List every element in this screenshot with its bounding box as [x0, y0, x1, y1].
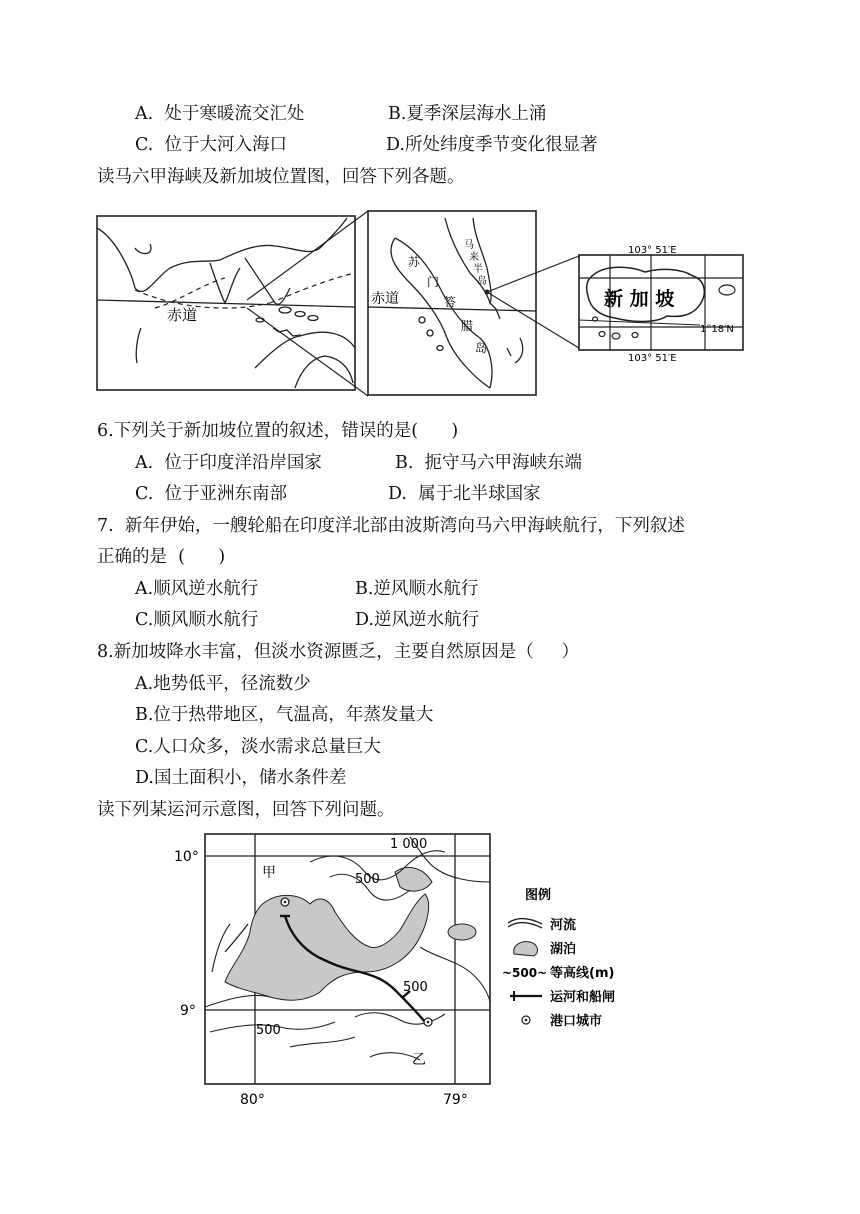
- q7-stem-line1: 7. 新年伊始，一艘轮船在印度洋北部由波斯湾向马六甲海峡航行，下列叙述: [97, 516, 685, 536]
- malay-char-3: 半: [473, 264, 483, 275]
- contour-label-500-east: 500: [403, 980, 428, 995]
- legend-canal-label: 运河和船闸: [550, 990, 616, 1005]
- q7-option-d: D.逆风逆水航行: [355, 610, 479, 630]
- legend-river-label: 河流: [550, 918, 577, 933]
- q8-option-c: C.人口众多，淡水需求总量巨大: [135, 737, 381, 757]
- q6-option-c: C. 位于亚洲东南部: [135, 484, 287, 504]
- lat-label-9: 9°: [180, 1003, 196, 1019]
- legend-title: 图例: [525, 888, 552, 903]
- label-yi: 乙: [412, 1052, 426, 1068]
- equator-label-left: 赤道: [167, 306, 198, 324]
- q5-option-b: B.夏季深层海水上涌: [388, 104, 547, 124]
- q8-stem: 8.新加坡降水丰富，但淡水资源匮乏，主要自然原因是（ ）: [97, 642, 580, 662]
- q5-option-c: C. 位于大河入海口: [135, 135, 287, 155]
- legend-river-icon: [508, 919, 542, 928]
- lon-label-bottom: 103° 51′E: [628, 353, 677, 364]
- q8-option-d: D.国土面积小，储水条件差: [135, 768, 347, 788]
- equator-label-mid: 赤道: [371, 291, 399, 307]
- intro-strait-map: 读马六甲海峡及新加坡位置图，回答下列各题。: [97, 167, 465, 187]
- lat-label-10: 10°: [174, 849, 199, 865]
- q6-option-b: B. 扼守马六甲海峡东端: [395, 453, 583, 473]
- sumatra-char-5: 岛: [475, 341, 488, 355]
- q7-option-c: C.顺风顺水航行: [135, 610, 259, 630]
- sumatra-char-2: 门: [427, 275, 440, 289]
- contour-label-500-north: 500: [355, 872, 380, 887]
- legend-lake-label: 湖泊: [550, 942, 577, 957]
- lakes: [225, 867, 476, 1000]
- malay-char-1: 马: [464, 240, 474, 251]
- lon-label-79: 79°: [443, 1092, 468, 1108]
- sumatra-char-3: 答: [444, 295, 457, 309]
- lon-label-80: 80°: [240, 1092, 265, 1108]
- label-jia: 甲: [262, 865, 276, 881]
- legend-lake-icon: [514, 942, 538, 956]
- lon-label-top: 103° 51′E: [628, 245, 677, 256]
- legend-contour-sample: ~500~: [502, 966, 548, 980]
- sumatra-char-1: 苏: [408, 255, 421, 269]
- q7-option-a: A.顺风逆水航行: [135, 579, 259, 599]
- lat-label: 1°18′N: [700, 324, 734, 335]
- map-legend: [502, 887, 615, 1029]
- singapore-label: 新 加 坡: [604, 288, 675, 310]
- contour-label-500-west: 500: [256, 1023, 281, 1038]
- contour-label-1000: 1 000: [390, 837, 428, 852]
- q6-option-d: D. 属于北半球国家: [388, 484, 541, 504]
- malay-char-4: 岛: [477, 276, 487, 287]
- q8-option-b: B.位于热带地区，气温高，年蒸发量大: [135, 705, 434, 725]
- intro-canal-map: 读下列某运河示意图，回答下列问题。: [97, 800, 395, 820]
- legend-port-label: 港口城市: [550, 1014, 603, 1029]
- q5-option-d: D.所处纬度季节变化很显著: [386, 135, 598, 155]
- malay-char-2: 来: [469, 252, 479, 263]
- canal-map: [170, 832, 660, 1114]
- q7-stem-line2: 正确的是 ( ): [97, 547, 226, 567]
- q8-option-a: A.地势低平，径流数少: [135, 674, 311, 694]
- legend-contour-label: 等高线(m): [550, 966, 615, 981]
- q6-stem: 6.下列关于新加坡位置的叙述，错误的是( ): [97, 421, 459, 441]
- sumatra-char-4: 腊: [461, 319, 474, 333]
- strait-location-map: [95, 208, 745, 398]
- q5-option-a: A. 处于寒暖流交汇处: [135, 104, 305, 124]
- q6-option-a: A. 位于印度洋沿岸国家: [135, 453, 322, 473]
- shipping-routes: [135, 273, 355, 308]
- q7-option-b: B.逆风顺水航行: [355, 579, 479, 599]
